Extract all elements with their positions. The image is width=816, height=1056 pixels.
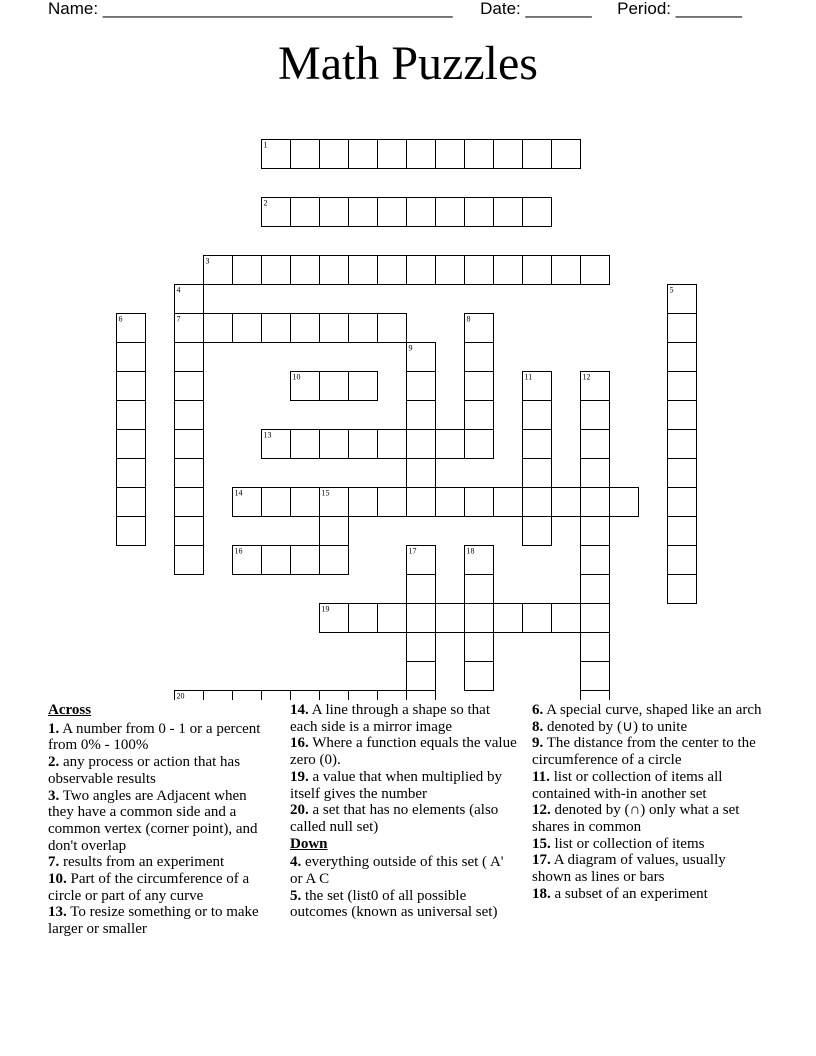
grid-cell[interactable]	[581, 546, 610, 575]
clue-text: everything outside of this set ( A' or A C	[290, 854, 504, 888]
grid-cell[interactable]	[668, 343, 697, 372]
period-label: Period:	[617, 0, 672, 18]
grid-cell[interactable]	[407, 604, 436, 633]
grid-cell[interactable]	[233, 691, 262, 701]
grid-cell[interactable]	[523, 488, 552, 517]
grid-cell-number: 6	[118, 314, 123, 324]
clue-column-2	[290, 702, 518, 921]
grid-cell[interactable]	[320, 517, 349, 546]
grid-cell[interactable]	[262, 488, 291, 517]
name-label: Name:	[48, 0, 99, 18]
grid-cell[interactable]	[494, 256, 523, 285]
grid-cell[interactable]	[117, 430, 146, 459]
clue-number: 4.	[290, 854, 302, 871]
down-clue	[532, 735, 764, 768]
clue-text: denoted by (∪) to unite	[547, 718, 688, 735]
clue-text: Part of the circumference of a circle or part of any curve	[48, 871, 250, 904]
date-blank[interactable]: _______	[525, 0, 592, 18]
grid-cell[interactable]	[465, 575, 494, 604]
grid-cell-number: 14	[234, 488, 243, 498]
grid-cell[interactable]	[465, 633, 494, 662]
down-clue	[532, 836, 764, 853]
clue-text: a value that when multiplied by itself gives the number	[290, 768, 503, 802]
grid-cell[interactable]	[117, 488, 146, 517]
grid-cell[interactable]	[291, 314, 320, 343]
grid-cell[interactable]	[668, 459, 697, 488]
grid-cell[interactable]	[581, 662, 610, 691]
grid-cell[interactable]	[523, 459, 552, 488]
grid-cell[interactable]	[610, 488, 639, 517]
grid-cell[interactable]	[668, 575, 697, 604]
clue-number: 15.	[532, 835, 551, 852]
grid-cell[interactable]	[494, 604, 523, 633]
grid-cell[interactable]	[407, 633, 436, 662]
grid-cell[interactable]	[523, 604, 552, 633]
grid-cell[interactable]	[349, 372, 378, 401]
grid-cell[interactable]	[668, 401, 697, 430]
grid-cell[interactable]	[581, 256, 610, 285]
grid-cell[interactable]	[378, 198, 407, 227]
grid-cell[interactable]	[552, 256, 581, 285]
grid-cell-number: 11	[524, 372, 533, 382]
grid-cell[interactable]	[378, 488, 407, 517]
grid-cell[interactable]	[175, 372, 204, 401]
clue-text: To resize something or to make larger or smaller	[48, 904, 259, 938]
grid-cell[interactable]	[378, 604, 407, 633]
grid-cell[interactable]	[523, 517, 552, 546]
grid-cell[interactable]	[291, 691, 320, 701]
grid-cell-number: 19	[321, 604, 330, 614]
grid-cell[interactable]	[204, 314, 233, 343]
grid-cell[interactable]	[407, 459, 436, 488]
grid-cell-number: 20	[176, 691, 185, 700]
grid-cell-number: 1	[263, 140, 268, 150]
grid-cell[interactable]	[117, 343, 146, 372]
grid-cell[interactable]	[262, 546, 291, 575]
grid-cell[interactable]	[465, 401, 494, 430]
grid-cell[interactable]	[436, 140, 465, 169]
grid-cell[interactable]	[320, 546, 349, 575]
clue-number: 1.	[48, 720, 60, 737]
grid-cell-number: 17	[408, 546, 417, 556]
grid-cell[interactable]	[320, 198, 349, 227]
grid-cell[interactable]	[349, 140, 378, 169]
grid-cell[interactable]	[668, 488, 697, 517]
clue-text: Two angles are Adjacent when they have a common side and a common vertex (corner point), and don't overlap	[48, 787, 258, 854]
grid-cell-number: 8	[466, 314, 471, 324]
grid-cell-number: 16	[234, 546, 243, 556]
down-clue	[290, 888, 518, 921]
grid-cell[interactable]	[523, 430, 552, 459]
grid-cell-number: 4	[176, 285, 181, 295]
clue-number: 6.	[532, 702, 544, 718]
grid-cell[interactable]	[552, 488, 581, 517]
grid-cell[interactable]	[465, 604, 494, 633]
grid-cell[interactable]	[291, 430, 320, 459]
grid-cell[interactable]	[204, 691, 233, 701]
across-clue	[48, 904, 276, 937]
grid-cell[interactable]	[668, 372, 697, 401]
grid-cell[interactable]	[581, 401, 610, 430]
grid-cell[interactable]	[175, 488, 204, 517]
grid-cell-number: 12	[582, 372, 591, 382]
grid-cell[interactable]	[175, 430, 204, 459]
clue-number: 7.	[48, 854, 60, 871]
grid-cell[interactable]	[262, 256, 291, 285]
grid-cell[interactable]	[581, 430, 610, 459]
clue-text: a subset of an experiment	[554, 885, 708, 902]
grid-cell[interactable]	[349, 314, 378, 343]
date-label: Date:	[480, 0, 521, 18]
name-blank[interactable]: _____________________________________	[102, 0, 453, 18]
across-clue	[48, 871, 276, 904]
clue-text: the set (list0 of all possible outcomes (known as universal set)	[290, 887, 498, 921]
grid-cell[interactable]	[436, 256, 465, 285]
clue-text: list or collection of items	[554, 835, 705, 852]
clue-text: results from an experiment	[63, 854, 225, 871]
grid-cell[interactable]	[668, 430, 697, 459]
down-clue	[532, 886, 764, 903]
grid-cell[interactable]	[465, 488, 494, 517]
across-clue	[48, 788, 276, 855]
grid-cell[interactable]	[378, 140, 407, 169]
grid-cell[interactable]	[262, 691, 291, 701]
grid-cell[interactable]	[407, 401, 436, 430]
down-clue	[532, 719, 764, 736]
clue-number: 17.	[532, 852, 551, 869]
grid-cell[interactable]	[465, 198, 494, 227]
grid-cell[interactable]	[436, 604, 465, 633]
grid-cell[interactable]	[233, 256, 262, 285]
clue-number: 10.	[48, 871, 67, 888]
across-clue	[290, 769, 518, 802]
grid-cell[interactable]	[117, 517, 146, 546]
grid-cell[interactable]	[436, 430, 465, 459]
grid-cell[interactable]	[465, 343, 494, 372]
clue-text: A special curve, shaped like an arch	[546, 702, 762, 718]
grid-cell-number: 18	[466, 546, 475, 556]
down-heading: Down	[290, 835, 328, 852]
grid-cell[interactable]	[378, 314, 407, 343]
grid-cell[interactable]	[349, 256, 378, 285]
clue-text: list or collection of items all contained with-in another set	[532, 768, 723, 802]
grid-cell[interactable]	[494, 140, 523, 169]
clue-number: 3.	[48, 787, 60, 804]
clue-number: 14.	[290, 702, 309, 718]
grid-cell-number: 9	[408, 343, 413, 353]
clue-text: A line through a shape so that each side is a mirror image	[290, 702, 490, 735]
grid-cell[interactable]	[378, 430, 407, 459]
grid-cell[interactable]	[581, 488, 610, 517]
period-blank[interactable]: _______	[675, 0, 742, 18]
across-heading: Across	[48, 702, 92, 718]
grid-cell[interactable]	[407, 691, 436, 701]
grid-cell[interactable]	[349, 430, 378, 459]
clue-text: a set that has no elements (also called null set)	[290, 802, 499, 835]
grid-cell[interactable]	[465, 256, 494, 285]
grid-cell[interactable]	[436, 488, 465, 517]
grid-cell[interactable]	[349, 604, 378, 633]
grid-cell[interactable]	[465, 430, 494, 459]
grid-cell[interactable]	[581, 633, 610, 662]
grid-cell-number: 5	[669, 285, 674, 295]
across-clue	[290, 702, 518, 735]
across-clue	[48, 754, 276, 787]
down-clue	[532, 802, 764, 835]
grid-cell[interactable]	[668, 546, 697, 575]
across-clue	[290, 802, 518, 835]
down-clue	[532, 852, 764, 885]
grid-cell[interactable]	[465, 372, 494, 401]
clue-number: 20.	[290, 802, 309, 819]
grid-cell[interactable]	[552, 140, 581, 169]
grid-cell-number: 10	[292, 372, 301, 382]
down-clue	[532, 769, 764, 802]
grid-cell-number: 3	[205, 256, 210, 266]
clue-text: A number from 0 - 1 or a percent from 0% - 100%	[48, 720, 261, 754]
grid-cell[interactable]	[581, 459, 610, 488]
grid-cell[interactable]	[407, 140, 436, 169]
grid-cell[interactable]	[291, 140, 320, 169]
across-clue	[48, 854, 276, 871]
clue-text: any process or action that has observable results	[48, 754, 241, 787]
grid-cell[interactable]	[320, 140, 349, 169]
grid-cell[interactable]	[552, 604, 581, 633]
grid-cell[interactable]	[320, 430, 349, 459]
grid-cell[interactable]	[117, 372, 146, 401]
grid-cell-number: 13	[263, 430, 272, 440]
clue-text: denoted by (∩) only what a set shares in common	[532, 802, 740, 835]
down-clue	[532, 702, 764, 719]
grid-cell[interactable]	[291, 198, 320, 227]
grid-cell[interactable]	[407, 372, 436, 401]
grid-cell[interactable]	[523, 256, 552, 285]
grid-cell[interactable]	[175, 546, 204, 575]
grid-cell[interactable]	[407, 256, 436, 285]
grid-cell[interactable]	[581, 604, 610, 633]
clue-number: 2.	[48, 754, 60, 771]
across-clue	[48, 721, 276, 754]
grid-cell-number: 15	[321, 488, 330, 498]
clue-number: 19.	[290, 768, 309, 785]
grid-cell[interactable]	[320, 372, 349, 401]
grid-cell[interactable]	[465, 662, 494, 691]
grid-cell[interactable]	[175, 459, 204, 488]
grid-cell[interactable]	[494, 488, 523, 517]
grid-cell[interactable]	[407, 662, 436, 691]
grid-cell[interactable]	[175, 401, 204, 430]
grid-cell[interactable]	[262, 314, 291, 343]
grid-cell[interactable]	[233, 314, 262, 343]
grid-cell[interactable]	[581, 691, 610, 701]
grid-cell[interactable]	[175, 343, 204, 372]
clue-column-1	[48, 702, 276, 938]
grid-cell[interactable]	[407, 488, 436, 517]
grid-cell[interactable]	[378, 691, 407, 701]
clue-number: 16.	[290, 735, 309, 752]
grid-cell[interactable]	[523, 140, 552, 169]
grid-cell[interactable]	[117, 401, 146, 430]
clue-number: 12.	[532, 802, 551, 819]
grid-cell-number: 2	[263, 198, 268, 208]
across-clue	[290, 735, 518, 768]
grid-cell[interactable]	[291, 256, 320, 285]
clue-number: 11.	[532, 768, 550, 785]
grid-cell[interactable]	[320, 314, 349, 343]
grid-cell[interactable]	[320, 256, 349, 285]
grid-cell[interactable]	[349, 691, 378, 701]
grid-cell[interactable]	[291, 546, 320, 575]
grid-cell[interactable]	[407, 575, 436, 604]
grid-cell[interactable]	[349, 198, 378, 227]
clue-number: 13.	[48, 904, 67, 921]
clue-column-3	[532, 702, 764, 902]
grid-cell[interactable]	[291, 488, 320, 517]
grid-cell[interactable]	[436, 198, 465, 227]
clue-number: 18.	[532, 885, 551, 902]
clue-number: 5.	[290, 887, 302, 904]
down-clue	[290, 854, 518, 887]
grid-cell[interactable]	[494, 198, 523, 227]
grid-cell[interactable]	[407, 430, 436, 459]
page-title: Math Puzzles	[278, 37, 538, 90]
grid-cell[interactable]	[117, 459, 146, 488]
grid-cell[interactable]	[407, 198, 436, 227]
clue-number: 9.	[532, 735, 544, 752]
grid-cell[interactable]	[668, 517, 697, 546]
grid-cell[interactable]	[378, 256, 407, 285]
grid-cell[interactable]	[320, 691, 349, 701]
grid-cell[interactable]	[465, 140, 494, 169]
grid-cell[interactable]	[523, 198, 552, 227]
grid-cell[interactable]	[523, 401, 552, 430]
grid-cell[interactable]	[581, 517, 610, 546]
grid-cell-number: 7	[176, 314, 181, 324]
grid-cell[interactable]	[581, 575, 610, 604]
grid-cell[interactable]	[668, 314, 697, 343]
clue-text: The distance from the center to the circumference of a circle	[532, 735, 756, 769]
grid-cell[interactable]	[175, 517, 204, 546]
grid-cell[interactable]	[349, 488, 378, 517]
clue-number: 8.	[532, 718, 544, 735]
clue-text: A diagram of values, usually shown as lines or bars	[532, 852, 726, 886]
clue-text: Where a function equals the value zero (0).	[290, 735, 517, 769]
